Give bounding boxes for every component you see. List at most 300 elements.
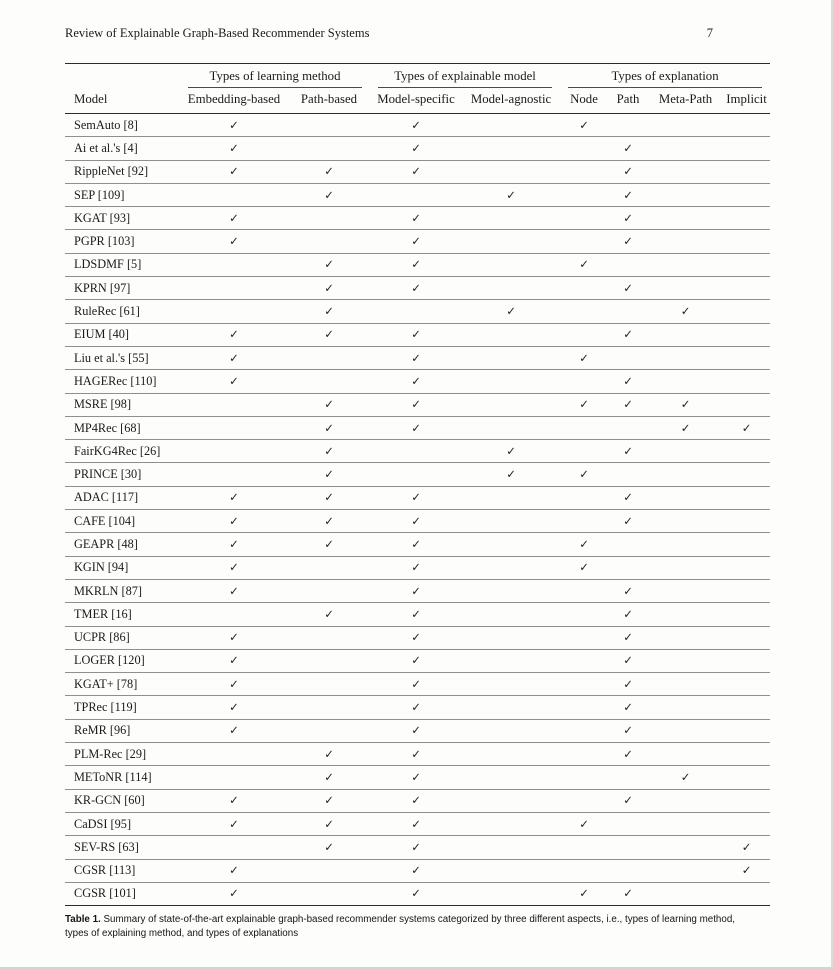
- checkmark-icon: ✓: [229, 210, 239, 225]
- check-cell: [288, 789, 370, 812]
- check-cell: [288, 416, 370, 439]
- checkmark-icon: ✓: [506, 304, 516, 319]
- check-cell: [180, 696, 288, 719]
- checkmark-icon: ✓: [579, 816, 589, 831]
- check-cell: [560, 393, 608, 416]
- checkmark-icon: ✓: [623, 676, 633, 691]
- model-cell: MSRE [98]: [65, 393, 180, 416]
- checkmark-icon: ✓: [623, 234, 633, 249]
- check-cell: [370, 533, 462, 556]
- empty-cell: [723, 323, 770, 346]
- checkmark-icon: ✓: [229, 513, 239, 528]
- checkmark-icon: ✓: [411, 536, 421, 551]
- empty-cell: [180, 603, 288, 626]
- empty-cell: [560, 649, 608, 672]
- table-caption: [65, 913, 761, 941]
- check-cell: [560, 114, 608, 137]
- check-cell: [288, 463, 370, 486]
- checkmark-icon: ✓: [411, 863, 421, 878]
- checkmark-icon: ✓: [411, 606, 421, 621]
- checkmark-icon: ✓: [411, 816, 421, 831]
- empty-cell: [608, 300, 648, 323]
- checkmark-icon: ✓: [579, 350, 589, 365]
- checkmark-icon: ✓: [229, 140, 239, 155]
- empty-cell: [560, 603, 608, 626]
- empty-cell: [648, 649, 723, 672]
- model-cell: PGPR [103]: [65, 230, 180, 253]
- checkmark-icon: ✓: [579, 560, 589, 575]
- empty-cell: [462, 579, 560, 602]
- model-cell: RuleRec [61]: [65, 300, 180, 323]
- table-row: [65, 743, 770, 766]
- checkmark-icon: ✓: [324, 280, 334, 295]
- empty-cell: [288, 626, 370, 649]
- empty-cell: [462, 207, 560, 230]
- empty-cell: [462, 137, 560, 160]
- check-cell: [180, 882, 288, 905]
- check-cell: [180, 859, 288, 882]
- check-cell: [608, 277, 648, 300]
- check-cell: [608, 230, 648, 253]
- check-cell: [288, 253, 370, 276]
- model-cell: UCPR [86]: [65, 626, 180, 649]
- checkmark-icon: ✓: [411, 350, 421, 365]
- empty-cell: [288, 882, 370, 905]
- checkmark-icon: ✓: [579, 536, 589, 551]
- check-cell: [180, 579, 288, 602]
- empty-cell: [723, 207, 770, 230]
- model-cell: MKRLN [87]: [65, 579, 180, 602]
- model-cell: RippleNet [92]: [65, 160, 180, 183]
- empty-cell: [180, 440, 288, 463]
- empty-cell: [648, 463, 723, 486]
- checkmark-icon: ✓: [411, 210, 421, 225]
- check-cell: [608, 719, 648, 742]
- table-row: [65, 789, 770, 812]
- empty-cell: [560, 440, 608, 463]
- model-cell: KGAT+ [78]: [65, 673, 180, 696]
- empty-cell: [462, 649, 560, 672]
- model-cell: KR-GCN [60]: [65, 789, 180, 812]
- empty-cell: [180, 277, 288, 300]
- empty-cell: [648, 486, 723, 509]
- checkmark-icon: ✓: [623, 700, 633, 715]
- empty-cell: [180, 836, 288, 859]
- check-cell: [462, 440, 560, 463]
- empty-cell: [723, 463, 770, 486]
- empty-cell: [462, 533, 560, 556]
- checkmark-icon: ✓: [229, 676, 239, 691]
- empty-cell: [560, 137, 608, 160]
- empty-cell: [560, 183, 608, 206]
- checkmark-icon: ✓: [623, 793, 633, 808]
- running-header: [65, 26, 713, 41]
- empty-cell: [462, 510, 560, 533]
- model-cell: HAGERec [110]: [65, 370, 180, 393]
- check-cell: [723, 836, 770, 859]
- checkmark-icon: ✓: [506, 187, 516, 202]
- model-cell: SEV-RS [63]: [65, 836, 180, 859]
- empty-cell: [723, 812, 770, 835]
- checkmark-icon: ✓: [411, 234, 421, 249]
- group-header-explainable-model-label: Types of explainable model: [378, 64, 552, 88]
- empty-cell: [648, 160, 723, 183]
- checkmark-icon: ✓: [411, 653, 421, 668]
- check-cell: [560, 533, 608, 556]
- empty-cell: [288, 230, 370, 253]
- empty-cell: [648, 253, 723, 276]
- check-cell: [370, 207, 462, 230]
- summary-table: [65, 63, 770, 906]
- empty-cell: [723, 603, 770, 626]
- checkmark-icon: ✓: [324, 327, 334, 342]
- table-row: [65, 603, 770, 626]
- empty-cell: [648, 579, 723, 602]
- check-cell: [180, 346, 288, 369]
- checkmark-icon: ✓: [229, 816, 239, 831]
- checkmark-icon: ✓: [411, 373, 421, 388]
- checkmark-icon: ✓: [229, 373, 239, 388]
- check-cell: [560, 556, 608, 579]
- checkmark-icon: ✓: [411, 164, 421, 179]
- table-row: [65, 719, 770, 742]
- checkmark-icon: ✓: [324, 397, 334, 412]
- check-cell: [462, 183, 560, 206]
- check-cell: [560, 812, 608, 835]
- check-cell: [608, 673, 648, 696]
- checkmark-icon: ✓: [229, 117, 239, 132]
- check-cell: [648, 766, 723, 789]
- model-cell: CAFE [104]: [65, 510, 180, 533]
- check-cell: [180, 160, 288, 183]
- checkmark-icon: ✓: [623, 373, 633, 388]
- empty-cell: [723, 649, 770, 672]
- check-cell: [462, 300, 560, 323]
- empty-cell: [288, 207, 370, 230]
- model-cell: Ai et al.'s [4]: [65, 137, 180, 160]
- empty-cell: [560, 510, 608, 533]
- table-row: [65, 836, 770, 859]
- model-cell: Liu et al.'s [55]: [65, 346, 180, 369]
- checkmark-icon: ✓: [411, 280, 421, 295]
- empty-cell: [608, 859, 648, 882]
- check-cell: [560, 253, 608, 276]
- empty-cell: [462, 160, 560, 183]
- check-cell: [370, 323, 462, 346]
- check-cell: [608, 440, 648, 463]
- check-cell: [370, 160, 462, 183]
- checkmark-icon: ✓: [411, 793, 421, 808]
- empty-cell: [462, 812, 560, 835]
- checkmark-icon: ✓: [229, 723, 239, 738]
- empty-cell: [462, 859, 560, 882]
- check-cell: [648, 300, 723, 323]
- checkmark-icon: ✓: [623, 513, 633, 528]
- empty-cell: [648, 323, 723, 346]
- empty-cell: [723, 510, 770, 533]
- empty-cell: [560, 789, 608, 812]
- checkmark-icon: ✓: [411, 327, 421, 342]
- check-cell: [608, 626, 648, 649]
- checkmark-icon: ✓: [229, 234, 239, 249]
- table-row: [65, 230, 770, 253]
- check-cell: [180, 789, 288, 812]
- empty-cell: [608, 766, 648, 789]
- empty-cell: [462, 836, 560, 859]
- checkmark-icon: ✓: [324, 606, 334, 621]
- empty-cell: [560, 719, 608, 742]
- check-cell: [370, 137, 462, 160]
- empty-cell: [723, 789, 770, 812]
- checkmark-icon: ✓: [411, 723, 421, 738]
- check-cell: [370, 486, 462, 509]
- model-cell: GEAPR [48]: [65, 533, 180, 556]
- column-header-model-agnostic: Model-agnostic: [462, 88, 560, 114]
- empty-cell: [462, 346, 560, 369]
- check-cell: [370, 253, 462, 276]
- empty-cell: [723, 882, 770, 905]
- empty-cell: [723, 370, 770, 393]
- check-cell: [608, 603, 648, 626]
- checkmark-icon: ✓: [623, 653, 633, 668]
- empty-cell: [288, 673, 370, 696]
- check-cell: [370, 114, 462, 137]
- empty-cell: [462, 882, 560, 905]
- empty-cell: [648, 277, 723, 300]
- empty-cell: [462, 766, 560, 789]
- check-cell: [608, 323, 648, 346]
- check-cell: [370, 812, 462, 835]
- check-cell: [370, 510, 462, 533]
- group-header-explainable-model: [370, 64, 560, 89]
- empty-cell: [648, 510, 723, 533]
- empty-cell: [560, 277, 608, 300]
- checkmark-icon: ✓: [324, 304, 334, 319]
- table-row: [65, 696, 770, 719]
- check-cell: [288, 160, 370, 183]
- checkmark-icon: ✓: [579, 467, 589, 482]
- empty-cell: [560, 160, 608, 183]
- empty-cell: [462, 696, 560, 719]
- checkmark-icon: ✓: [623, 723, 633, 738]
- empty-cell: [648, 836, 723, 859]
- empty-cell: [560, 696, 608, 719]
- table-row: [65, 579, 770, 602]
- empty-cell: [723, 556, 770, 579]
- check-cell: [370, 673, 462, 696]
- check-cell: [180, 673, 288, 696]
- checkmark-icon: ✓: [411, 490, 421, 505]
- checkmark-icon: ✓: [229, 536, 239, 551]
- check-cell: [723, 416, 770, 439]
- model-cell: MP4Rec [68]: [65, 416, 180, 439]
- table-row: [65, 882, 770, 905]
- checkmark-icon: ✓: [411, 676, 421, 691]
- empty-cell: [648, 812, 723, 835]
- checkmark-icon: ✓: [411, 583, 421, 598]
- empty-cell: [608, 812, 648, 835]
- empty-cell: [180, 743, 288, 766]
- check-cell: [288, 510, 370, 533]
- empty-cell: [723, 277, 770, 300]
- empty-cell: [560, 486, 608, 509]
- check-cell: [288, 277, 370, 300]
- model-cell: LDSDMF [5]: [65, 253, 180, 276]
- checkmark-icon: ✓: [411, 560, 421, 575]
- table-row: [65, 207, 770, 230]
- checkmark-icon: ✓: [229, 630, 239, 645]
- checkmark-icon: ✓: [623, 583, 633, 598]
- check-cell: [608, 743, 648, 766]
- model-cell: EIUM [40]: [65, 323, 180, 346]
- empty-cell: [180, 463, 288, 486]
- table-row: [65, 370, 770, 393]
- checkmark-icon: ✓: [324, 746, 334, 761]
- checkmark-icon: ✓: [229, 490, 239, 505]
- empty-cell: [648, 696, 723, 719]
- check-cell: [370, 603, 462, 626]
- empty-cell: [608, 346, 648, 369]
- empty-cell: [288, 719, 370, 742]
- check-cell: [370, 416, 462, 439]
- checkmark-icon: ✓: [324, 816, 334, 831]
- table-row: [65, 300, 770, 323]
- checkmark-icon: ✓: [411, 513, 421, 528]
- check-cell: [288, 836, 370, 859]
- empty-cell: [648, 207, 723, 230]
- empty-cell: [723, 300, 770, 323]
- table-row: [65, 859, 770, 882]
- table-row: [65, 346, 770, 369]
- check-cell: [180, 230, 288, 253]
- check-cell: [180, 510, 288, 533]
- table-row: [65, 440, 770, 463]
- checkmark-icon: ✓: [411, 117, 421, 132]
- empty-cell: [608, 463, 648, 486]
- checkmark-icon: ✓: [324, 513, 334, 528]
- table-row: [65, 137, 770, 160]
- check-cell: [180, 719, 288, 742]
- checkmark-icon: ✓: [324, 187, 334, 202]
- empty-cell: [648, 859, 723, 882]
- table-row: [65, 649, 770, 672]
- empty-cell: [180, 253, 288, 276]
- empty-cell: [288, 556, 370, 579]
- empty-cell: [288, 370, 370, 393]
- checkmark-icon: ✓: [229, 164, 239, 179]
- check-cell: [370, 556, 462, 579]
- checkmark-icon: ✓: [411, 839, 421, 854]
- checkmark-icon: ✓: [324, 443, 334, 458]
- empty-cell: [560, 370, 608, 393]
- empty-cell: [462, 253, 560, 276]
- empty-cell: [560, 743, 608, 766]
- empty-cell: [648, 556, 723, 579]
- running-header-title: Review of Explainable Graph-Based Recommender Systems: [65, 26, 370, 40]
- empty-cell: [648, 743, 723, 766]
- table-row: [65, 556, 770, 579]
- empty-cell: [462, 603, 560, 626]
- empty-cell: [723, 486, 770, 509]
- check-cell: [370, 789, 462, 812]
- empty-cell: [608, 253, 648, 276]
- column-header-implicit: Implicit: [723, 88, 770, 114]
- check-cell: [723, 859, 770, 882]
- check-cell: [370, 626, 462, 649]
- model-cell: CaDSI [95]: [65, 812, 180, 835]
- checkmark-icon: ✓: [411, 769, 421, 784]
- check-cell: [370, 579, 462, 602]
- empty-cell: [462, 556, 560, 579]
- checkmark-icon: ✓: [411, 397, 421, 412]
- group-header-learning-method: [180, 64, 370, 89]
- checkmark-icon: ✓: [229, 350, 239, 365]
- empty-cell: [560, 416, 608, 439]
- table-body: [65, 114, 770, 906]
- empty-cell: [608, 556, 648, 579]
- empty-cell: [180, 300, 288, 323]
- empty-cell: [370, 463, 462, 486]
- group-header-explanation-label: Types of explanation: [568, 64, 762, 88]
- check-cell: [288, 183, 370, 206]
- model-cell: SemAuto [8]: [65, 114, 180, 137]
- empty-cell: [560, 230, 608, 253]
- check-cell: [608, 207, 648, 230]
- check-cell: [288, 812, 370, 835]
- check-cell: [370, 230, 462, 253]
- checkmark-icon: ✓: [229, 793, 239, 808]
- empty-cell: [648, 137, 723, 160]
- model-cell: TMER [16]: [65, 603, 180, 626]
- check-cell: [648, 416, 723, 439]
- column-header-node: Node: [560, 88, 608, 114]
- empty-cell: [648, 230, 723, 253]
- table-header: [65, 64, 770, 114]
- model-cell: KGIN [94]: [65, 556, 180, 579]
- checkmark-icon: ✓: [411, 630, 421, 645]
- checkmark-icon: ✓: [324, 257, 334, 272]
- empty-cell: [462, 719, 560, 742]
- empty-cell: [648, 882, 723, 905]
- check-cell: [370, 766, 462, 789]
- check-cell: [288, 766, 370, 789]
- empty-cell: [648, 626, 723, 649]
- check-cell: [608, 393, 648, 416]
- empty-cell: [288, 649, 370, 672]
- table-row: [65, 463, 770, 486]
- column-header-embedding-based: Embedding-based: [180, 88, 288, 114]
- check-cell: [180, 649, 288, 672]
- empty-cell: [180, 766, 288, 789]
- checkmark-icon: ✓: [324, 793, 334, 808]
- empty-cell: [723, 346, 770, 369]
- checkmark-icon: ✓: [506, 443, 516, 458]
- checkmark-icon: ✓: [579, 257, 589, 272]
- table-row: [65, 323, 770, 346]
- checkmark-icon: ✓: [623, 746, 633, 761]
- column-header-path-based: Path-based: [288, 88, 370, 114]
- empty-cell: [462, 230, 560, 253]
- empty-cell: [608, 114, 648, 137]
- checkmark-icon: ✓: [579, 117, 589, 132]
- empty-cell: [370, 183, 462, 206]
- check-cell: [180, 370, 288, 393]
- table-row: [65, 416, 770, 439]
- empty-cell: [288, 579, 370, 602]
- check-cell: [608, 370, 648, 393]
- empty-cell: [723, 743, 770, 766]
- empty-cell: [723, 626, 770, 649]
